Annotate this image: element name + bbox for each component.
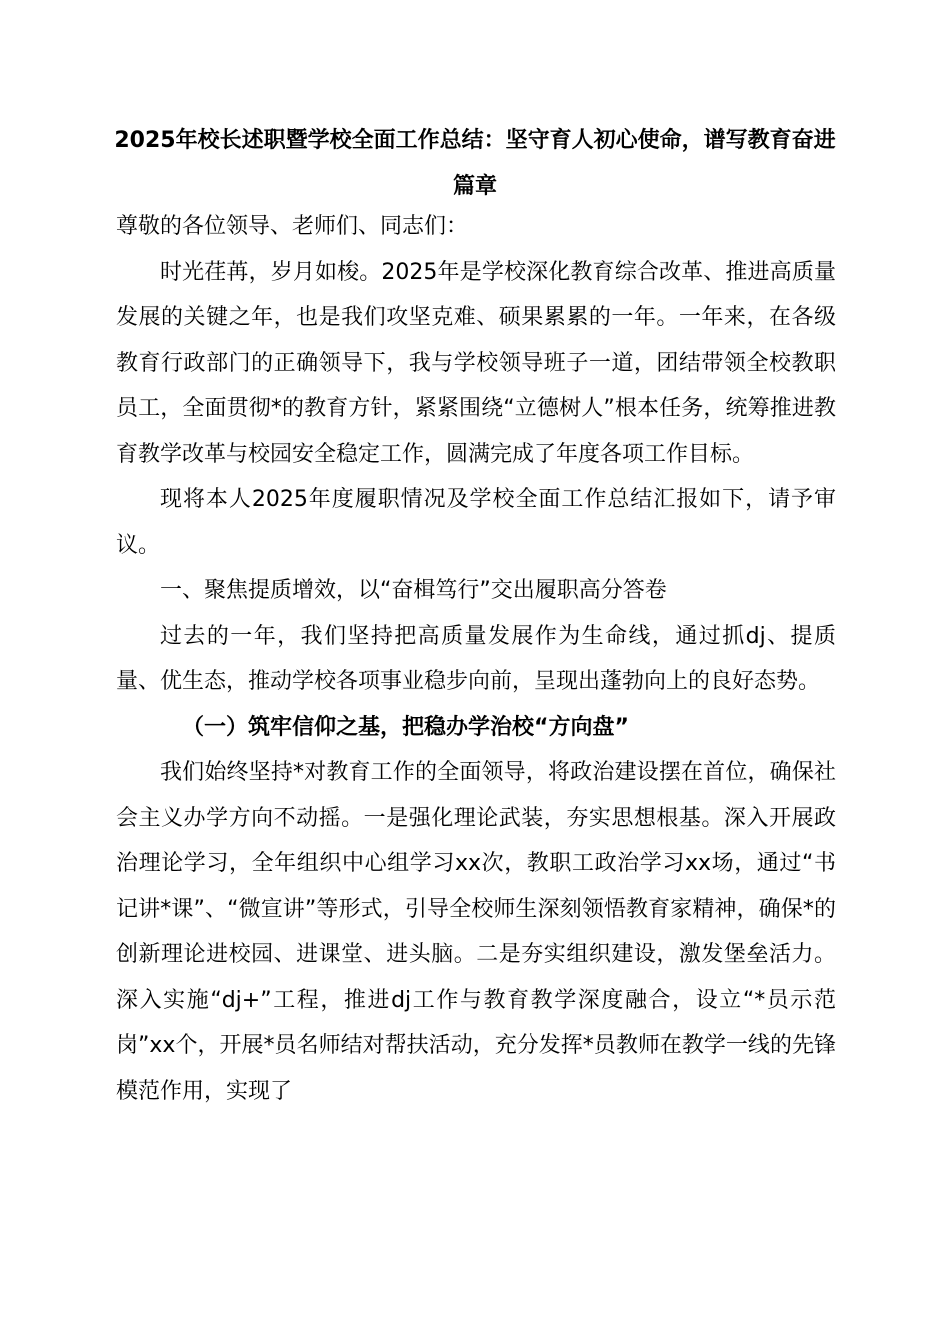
intro-paragraph: 时光荏苒，岁月如梭。2025年是学校深化教育综合改革、推进高质量发展的关键之年，也是我们攻坚克难、硕果累累的一年。一年来，在各级教育行政部门的正确领导下，我与学校领导班子一道，团结带领全校教职员工，全面贯彻*的教育方针，紧紧围绕“立德树人”根本任务，统筹推进教育教学改革与校园安全稳定工作，圆满完成了年度各项工作目标。 bbox=[116, 259, 836, 467]
section-one-heading: 一、聚焦提质增效，以“奋楫笃行”交出履职高分答卷 bbox=[160, 578, 667, 603]
section-one-paragraph: 过去的一年，我们坚持把高质量发展作为生命线，通过抓dj、提质量、优生态，推动学校各项事业稳步向前，呈现出蓬勃向上的良好态势。 bbox=[116, 623, 836, 694]
subsection-one-heading: （一）筑牢信仰之基，把稳办学治校“方向盘” bbox=[182, 714, 629, 740]
salutation: 尊敬的各位领导、老师们、同志们： bbox=[116, 214, 469, 239]
report-paragraph: 现将本人2025年度履职情况及学校全面工作总结汇报如下，请予审议。 bbox=[116, 487, 836, 558]
subsection-one-paragraph: 我们始终坚持*对教育工作的全面领导，将政治建设摆在首位，确保社会主义办学方向不动摇。一是强化理论武装，夯实思想根基。深入开展政治理论学习，全年组织中心组学习xx次，教职工政治学习xx场，通过“书记讲*课”、“微宣讲”等形式，引导全校师生深刻领悟教育家精神，确保*的创新理论进校园、进课堂、进头脑。二是夯实组织建设，激发堡垒活力。深入实施“dj+”工程，推进dj工作与教育教学深度融合，设立“*员示范岗”xx个，开展*员名师结对帮扶活动，充分发挥*员教师在教学一线的先锋模范作用，实现了 bbox=[116, 760, 836, 1104]
document-body bbox=[116, 204, 836, 1114]
document-title: 2025年校长述职暨学校全面工作总结：坚守育人初心使命，谱写教育奋进篇章 bbox=[114, 128, 836, 199]
